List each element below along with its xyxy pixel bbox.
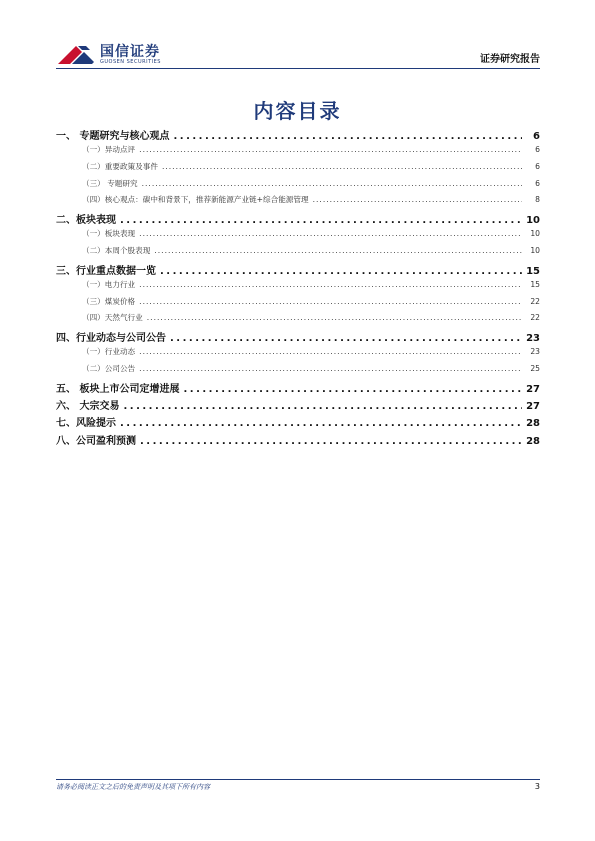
toc-entry-page: 22 xyxy=(530,296,540,306)
toc-entry-label: 三、行业重点数据一览 xyxy=(56,265,156,277)
toc-leader-dots xyxy=(162,162,522,171)
toc-leader-dots xyxy=(313,195,522,204)
toc-section-entry[interactable] xyxy=(56,432,540,449)
toc-section-entry[interactable] xyxy=(56,380,540,397)
toc-entry-label: （一）异动点评 xyxy=(82,145,136,155)
toc-leader-dots xyxy=(140,436,522,447)
toc-entry-page: 27 xyxy=(526,383,540,395)
logo-text-cn: 国信证券 xyxy=(100,44,160,60)
footer-divider xyxy=(56,779,540,780)
toc-entry-label: （二）本周个股表现 xyxy=(82,246,151,256)
toc-leader-dots xyxy=(139,280,522,289)
toc-section-entry[interactable] xyxy=(56,329,540,346)
toc-entry-page: 6 xyxy=(535,145,540,155)
toc-entry-page: 8 xyxy=(535,195,540,205)
toc-leader-dots xyxy=(139,297,522,306)
guosen-logo-mark-icon xyxy=(56,42,96,66)
header-divider xyxy=(56,68,540,69)
toc-entry-page: 10 xyxy=(530,246,540,256)
toc-entry-label: 四、行业动态与公司公告 xyxy=(56,333,166,345)
toc-leader-dots xyxy=(123,401,522,412)
toc-entry-label: 七、风险提示 xyxy=(56,418,116,430)
toc-subsection-entry[interactable] xyxy=(56,144,540,161)
toc-leader-dots xyxy=(139,347,522,356)
toc-subsection-entry[interactable] xyxy=(56,346,540,363)
toc-entry-label: （一）行业动态 xyxy=(82,347,136,357)
logo-text-en: GUOSEN SECURITIES xyxy=(100,59,161,65)
toc-entry-page: 15 xyxy=(530,280,540,290)
toc-entry-label: （一）板块表现 xyxy=(82,229,136,239)
toc-entry-label: 二、板块表现 xyxy=(56,215,116,227)
toc-entry-label: 八、公司盈利预测 xyxy=(56,435,136,447)
toc-entry-page: 28 xyxy=(526,435,540,447)
toc-subsection-entry[interactable] xyxy=(56,279,540,296)
toc-leader-dots xyxy=(139,229,522,238)
toc-subsection-entry[interactable] xyxy=(56,312,540,329)
toc-section-entry[interactable] xyxy=(56,211,540,228)
toc-entry-page: 25 xyxy=(530,364,540,374)
toc-entry-page: 22 xyxy=(530,313,540,323)
toc-entry-page: 6 xyxy=(535,178,540,188)
toc-subsection-entry[interactable] xyxy=(56,161,540,178)
toc-subsection-entry[interactable] xyxy=(56,228,540,245)
toc-subsection-entry[interactable] xyxy=(56,194,540,211)
toc-entry-label: （二）重要政策及事件 xyxy=(82,161,158,171)
page-number: 3 xyxy=(534,782,540,791)
toc-leader-dots xyxy=(147,313,522,322)
toc-entry-label: （四）核心观点：碳中和背景下，推荐新能源产业链+综合能源管理 xyxy=(82,195,309,205)
toc-entry-label: （三）煤炭价格 xyxy=(82,296,136,306)
toc-entry-page: 28 xyxy=(526,418,540,430)
toc-subsection-entry[interactable] xyxy=(56,363,540,380)
toc-leader-dots xyxy=(139,364,522,373)
toc-entry-label: 六、 大宗交易 xyxy=(56,401,120,413)
toc-subsection-entry[interactable] xyxy=(56,296,540,313)
toc-entry-page: 27 xyxy=(526,401,540,413)
toc-leader-dots xyxy=(139,145,522,154)
toc-entry-page: 10 xyxy=(526,215,540,227)
toc-entry-page: 6 xyxy=(533,131,540,142)
toc-entry-label: （一）电力行业 xyxy=(82,280,136,290)
toc-section-entry[interactable] xyxy=(56,127,540,144)
toc-leader-dots xyxy=(120,418,522,429)
toc-section-entry[interactable] xyxy=(56,262,540,279)
toc-leader-dots xyxy=(183,384,522,395)
toc-leader-dots xyxy=(120,215,522,226)
toc-leader-dots xyxy=(142,179,522,188)
toc-entry-page: 15 xyxy=(526,265,540,277)
report-type-label: 证券研究报告 xyxy=(480,54,540,65)
page-header xyxy=(56,40,540,70)
toc-entry-page: 23 xyxy=(526,333,540,345)
guosen-logo xyxy=(56,40,176,68)
toc-leader-dots xyxy=(160,266,522,277)
toc-entry-label: （二）公司公告 xyxy=(82,364,136,374)
toc-entry-page: 10 xyxy=(530,229,540,239)
table-of-contents xyxy=(56,127,540,449)
toc-entry-page: 6 xyxy=(535,161,540,171)
toc-leader-dots xyxy=(154,246,522,255)
toc-leader-dots xyxy=(170,333,522,344)
toc-entry-label: 五、 板块上市公司定增进展 xyxy=(56,383,180,395)
page-title: 内容目录 xyxy=(253,99,342,123)
toc-section-entry[interactable] xyxy=(56,397,540,414)
toc-section-entry[interactable] xyxy=(56,414,540,431)
toc-subsection-entry[interactable] xyxy=(56,178,540,195)
toc-entry-page: 23 xyxy=(530,347,540,357)
toc-entry-label: （四）天然气行业 xyxy=(82,313,143,323)
toc-entry-label: 一、 专题研究与核心观点 xyxy=(56,131,170,142)
footer-disclaimer: 请务必阅读正文之后的免责声明及其项下所有内容 xyxy=(56,783,210,791)
toc-entry-label: （三） 专题研究 xyxy=(82,178,138,188)
toc-leader-dots xyxy=(173,131,522,142)
toc-subsection-entry[interactable] xyxy=(56,245,540,262)
